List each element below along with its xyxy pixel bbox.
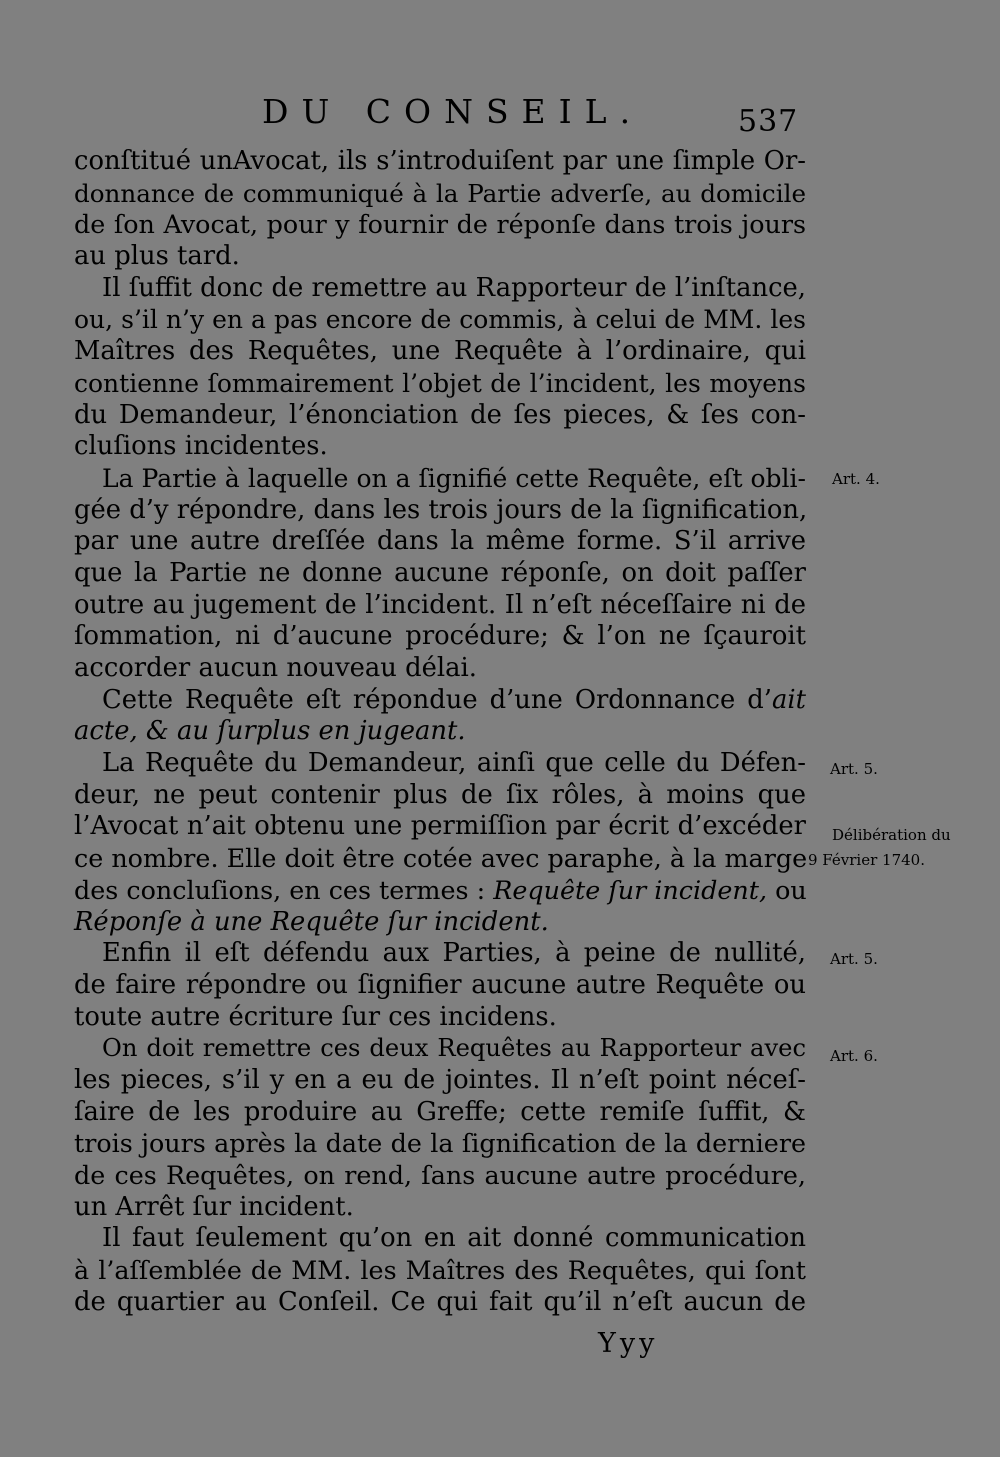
text-line: accorder aucun nouveau délai. — [74, 653, 477, 683]
text-line: de faire répondre ou ſignifier aucune autre Requête ou — [74, 969, 806, 1000]
text-run: des concluſions, en ces termes : — [74, 874, 494, 905]
text-line: par une autre dreſſée dans la même forme. S’il arrive — [74, 526, 806, 557]
text-line: Réponſe à une Requête ſur incident. — [74, 906, 549, 937]
margin-note-article: Art. 4. — [832, 470, 880, 488]
text-line: cluſions incidentes. — [74, 431, 328, 462]
margin-note-article: Art. 5. — [830, 950, 878, 968]
text-line: que la Partie ne donne aucune réponſe, on doit paſſer — [74, 557, 806, 588]
text-line: trois jours après la date de la ſignification de la derniere — [74, 1128, 806, 1159]
text-line: Il ſuffit donc de remettre au Rapporteur de l’inſtance, — [102, 272, 806, 303]
text-line: l’Avocat n’ait obtenu une permiſſion par écrit d’excéder — [74, 811, 806, 842]
text-line: toute autre écriture ſur ces incidens. — [74, 1001, 557, 1032]
running-head: DU CONSEIL. — [262, 92, 644, 131]
margin-note-deliberation: Délibération du — [832, 826, 951, 844]
text-line: donnance de communiqué à la Partie adverſe, au domicile — [74, 178, 806, 208]
text-line: deur, ne peut contenir plus de ſix rôles, à moins que — [74, 779, 806, 810]
text-line: de ſon Avocat, pour y fournir de réponſe dans trois jours — [74, 209, 806, 240]
text-line: au plus tard. — [74, 241, 240, 272]
text-line: un Arrêt ſur incident. — [74, 1191, 354, 1222]
margin-note-article: Art. 5. — [830, 760, 878, 778]
text-line: Maîtres des Requêtes, une Requête à l’ordinaire, qui — [74, 336, 806, 367]
text-line: gée d’y répondre, dans les trois jours de la ſignification, — [74, 494, 808, 525]
text-line — [74, 875, 806, 907]
text-line: outre au jugement de l’incident. Il n’eſt néceſſaire ni de — [74, 589, 806, 620]
italic-text-run: ait — [772, 684, 806, 715]
text-line: ſaire de les produire au Greffe; cette remiſe ſuffit, & — [74, 1096, 806, 1127]
text-line: acte, & au ſurplus en jugeant. — [74, 716, 466, 747]
text-line: ce nombre. Elle doit être cotée avec paraphe, à la marge — [74, 843, 808, 874]
text-line: Il faut ſeulement qu’on en ait donné communication — [102, 1223, 806, 1254]
catchword: Yyy — [598, 1328, 659, 1359]
text-line: à l’aſſemblée de MM. les Maîtres des Requêtes, qui ſont — [74, 1255, 806, 1286]
text-line: La Requête du Demandeur, ainſi que celle du Défen- — [102, 748, 806, 779]
text-line: ou, s’il n’y en a pas encore de commis, à celui de MM. les — [74, 305, 806, 335]
text-line: de ces Requêtes, on rend, ſans aucune autre procédure, — [74, 1160, 806, 1190]
text-line: ſommation, ni d’aucune procédure; & l’on ne ſçauroit — [74, 621, 806, 652]
page-number: 537 — [738, 104, 799, 139]
text-line — [74, 685, 806, 717]
italic-text-run: Requête ſur incident, — [493, 874, 768, 905]
text-line: conſtitué unAvocat, ils s’introduiſent par une ſimple Or- — [74, 146, 806, 176]
margin-note-date: 9 Février 1740. — [808, 851, 925, 869]
text-line: La Partie à laquelle on a ſignifié cette Requête, eſt obli- — [102, 463, 806, 493]
text-line: On doit remettre ces deux Requêtes au Rapporteur avec — [102, 1034, 806, 1063]
text-line: contienne ſommairement l’objet de l’incident, les moyens — [74, 368, 806, 398]
text-line: Enfin il eſt défendu aux Parties, à peine de nullité, — [102, 938, 806, 969]
text-run: Cette Requête eſt répondue d’une Ordonnance d’ — [102, 684, 772, 715]
text-line: de quartier au Conſeil. Ce qui fait qu’il n’eſt aucun de — [74, 1286, 806, 1317]
margin-note-article: Art. 6. — [830, 1047, 878, 1065]
text-line: du Demandeur, l’énonciation de ſes pieces, & ſes con- — [74, 399, 806, 430]
text-run: ou — [767, 874, 807, 905]
text-line: les pieces, s’il y en a eu de jointes. Il n’eſt point néceſ- — [74, 1064, 806, 1095]
body-text — [74, 146, 806, 1318]
